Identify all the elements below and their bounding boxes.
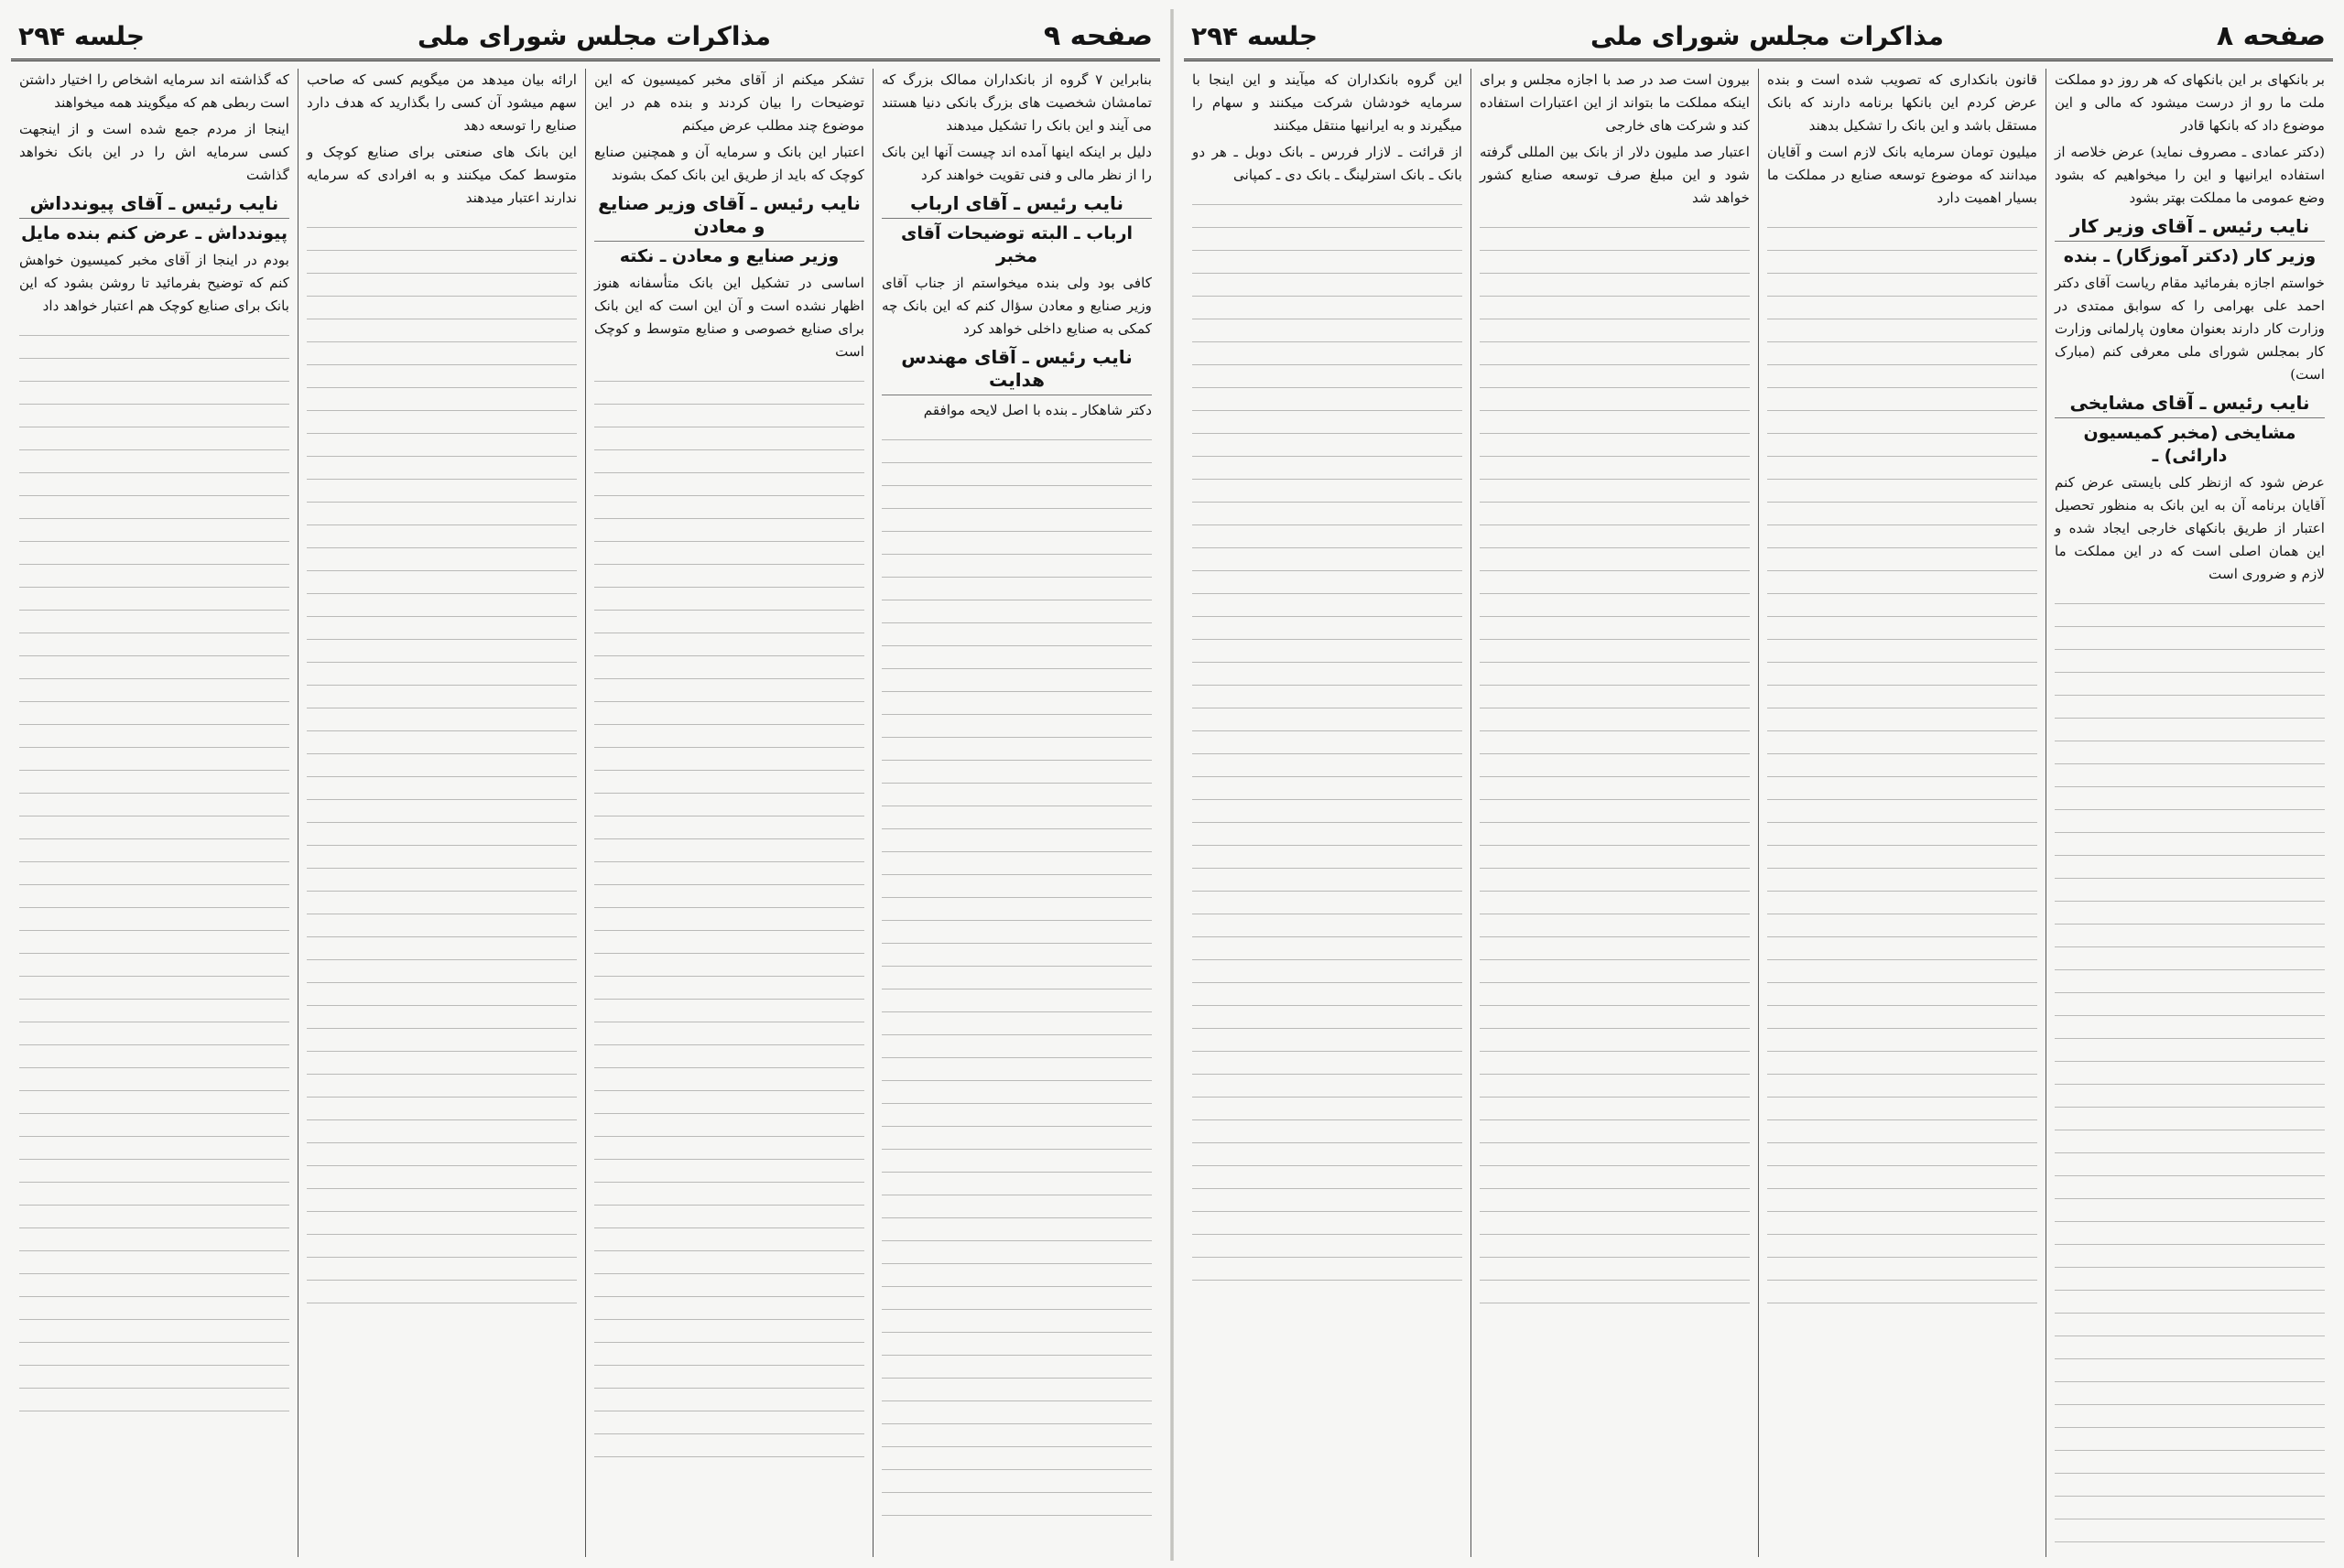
text-lines xyxy=(1480,215,1750,1314)
paragraph: دکتر شاهکار ـ بنده با اصل لایحه موافقم xyxy=(923,402,1152,418)
paragraph: کافی بود ولی بنده میخواستم از جناب آقای وزیر صنایع و معادن سؤال کنم که این بانک چه کمکی به صنایع داخلی خواهد کرد xyxy=(882,275,1152,337)
paragraph: عرض شود که ازنظر کلی بایستی عرض کنم آقایان برنامه آن به این بانک به منظور تحصیل اعتبار از طریق بانکهای خارجی ایجاد شده و این همان اصلی است که در این مملکت ما لازم و ضروری است xyxy=(2055,474,2325,582)
speaker-subheading: مشایخی (مخبر کمیسیون دارائی) ـ xyxy=(2083,423,2296,466)
speaker-heading: نایب رئیس ـ آقای وزیر کار xyxy=(2055,215,2325,242)
speaker-subheading: وزیر صنایع و معادن ـ نکته xyxy=(619,246,840,266)
paragraph: از قرائت ـ لازار فررس ـ بانک دوبل ـ هر دو بانک ـ بانک استرلینگ ـ بانک دی ـ کمپانی xyxy=(1192,144,1462,183)
text-lines xyxy=(882,427,1152,1526)
right-page-columns xyxy=(1184,69,2333,1557)
session-number: جلسه ۲۹۴ xyxy=(1191,20,1318,51)
column-2 xyxy=(585,69,873,1557)
speaker-heading: نایب رئیس ـ آقای مشایخی xyxy=(2055,392,2325,418)
paragraph: این بانک های صنعتی برای صنایع کوچک و متوسط کمک میکنند و به افرادی که سرمایه ندارند اعتبار میدهند xyxy=(307,144,577,206)
page-number: صفحه ۹ xyxy=(1043,19,1153,52)
paragraph: این گروه بانکداران که میآیند و این اینجا با سرمایه خودشان شرکت میکنند و سهام را میگیرند و به ایرانیها منتقل میکنند xyxy=(1192,71,1462,134)
page-title: مذاکرات مجلس شورای ملی xyxy=(1590,20,1944,51)
column-2 xyxy=(1758,69,2046,1557)
paragraph: میلیون تومان سرمایه بانک لازم است و آقایان میدانند که موضوع توسعه صنایع در مملکت ما بسیار اهمیت دارد xyxy=(1767,144,2037,206)
column-4 xyxy=(1184,69,1470,1557)
paragraph: (دکتر عمادی ـ مصروف نماید) عرض خلاصه از استفاده ایرانیها و این را میخواهیم که بشود وضع عمومی ما مملکت بهتر بشود xyxy=(2055,144,2325,206)
text-lines xyxy=(307,215,577,1314)
paragraph: خواستم اجازه بفرمائید مقام ریاست آقای دکتر احمد علی بهرامی را که سوابق ممتدی در وزارت کار دارند بعنوان معاون پارلمانی وزارت کار بمجلس شورای ملی معرفی کنم (مبارک است) xyxy=(2055,275,2325,383)
column-1 xyxy=(873,69,1160,1557)
paragraph: اعتبار این بانک و سرمایه آن و همچنین صنایع کوچک که باید از طریق این بانک کمک بشوند xyxy=(594,144,864,183)
paragraph: اینجا از مردم جمع شده است و از اینجهت کسی سرمایه اش را در این بانک نخواهد گذاشت xyxy=(19,121,289,183)
text-lines xyxy=(19,323,289,1422)
session-number: جلسه ۲۹۴ xyxy=(18,20,146,51)
speaker-heading: نایب رئیس ـ آقای پیوندداش xyxy=(19,192,289,219)
paragraph: قانون بانکداری که تصویب شده است و بنده عرض کردم این بانکها برنامه دارند که بانک مستقل باشد و این بانک را تشکیل بدهند xyxy=(1767,71,2037,134)
paragraph: بنابراین ۷ گروه از بانکداران ممالک بزرگ که تمامشان شخصیت های بزرگ بانکی دنیا هستند می آیند و این بانک را تشکیل میدهند xyxy=(882,71,1152,134)
paragraph: بودم در اینجا از آقای مخبر کمیسیون خواهش کنم که توضیح بفرمائید تا روشن بشود که این بانک برای صنایع کوچک هم اعتبار خواهد داد xyxy=(19,252,289,314)
speaker-subheading: ارباب ـ البته توضیحات آقای مخبر xyxy=(900,223,1134,266)
text-lines xyxy=(1767,215,2037,1314)
speaker-heading: نایب رئیس ـ آقای مهندس هدایت xyxy=(882,346,1152,395)
speaker-heading: نایب رئیس ـ آقای ارباب xyxy=(882,192,1152,219)
speaker-subheading: پیوندداش ـ عرض کنم بنده مایل xyxy=(20,223,288,243)
paragraph: بر بانکهای بر این بانکهای که هر روز دو مملکت ملت ما رو از درست میشود که مالی و این موضوع داد که بانکها قادر xyxy=(2055,71,2325,134)
paragraph: تشکر میکنم از آقای مخبر کمیسیون که این توضیحات را بیان کردند و بنده هم در این موضوع چند مطلب عرض میکنم xyxy=(594,71,864,134)
page-gutter xyxy=(1170,9,1174,1561)
left-page xyxy=(11,13,1160,1560)
paragraph: اساسی در تشکیل این بانک متأسفانه هنوز اظهار نشده است و آن این است که این بانک برای صنایع خصوصی و صنایع متوسط و کوچک است xyxy=(594,275,864,360)
page-title: مذاکرات مجلس شورای ملی xyxy=(418,20,771,51)
left-page-header xyxy=(11,13,1160,61)
paragraph: که گذاشته اند سرمایه اشخاص را اختیار داشتن است ربطی هم که میگویند همه میخواهند xyxy=(19,71,289,111)
column-4 xyxy=(11,69,298,1557)
right-page xyxy=(1184,13,2333,1560)
paragraph: اعتبار صد ملیون دلار از بانک بین المللی گرفته شود و این مبلغ صرف توسعه صنایع کشور خواهد شد xyxy=(1480,144,1750,206)
paragraph: بیرون است صد در صد با اجازه مجلس و برای اینکه مملکت ما بتواند از این اعتبارات استفاده کند و شرکت های خارجی xyxy=(1480,71,1750,134)
text-lines xyxy=(1192,192,1462,1291)
column-3 xyxy=(298,69,585,1557)
column-1 xyxy=(2046,69,2333,1557)
text-lines xyxy=(594,369,864,1467)
speaker-subheading: وزیر کار (دکتر آموزگار) ـ بنده xyxy=(2063,246,2317,266)
right-page-header xyxy=(1184,13,2333,61)
page-number: صفحه ۸ xyxy=(2216,19,2326,52)
column-3 xyxy=(1470,69,1758,1557)
speaker-heading: نایب رئیس ـ آقای وزیر صنایع و معادن xyxy=(594,192,864,242)
left-page-columns xyxy=(11,69,1160,1557)
text-lines xyxy=(2055,591,2325,1557)
paragraph: دلیل بر اینکه اینها آمده اند چیست آنها این بانک را از نظر مالی و فنی تقویت خواهند کرد xyxy=(882,144,1152,183)
paragraph: ارائه بیان میدهد من میگویم کسی که صاحب سهم میشود آن کسی را بگذارید که هدف دارد صنایع را توسعه دهد xyxy=(307,71,577,134)
